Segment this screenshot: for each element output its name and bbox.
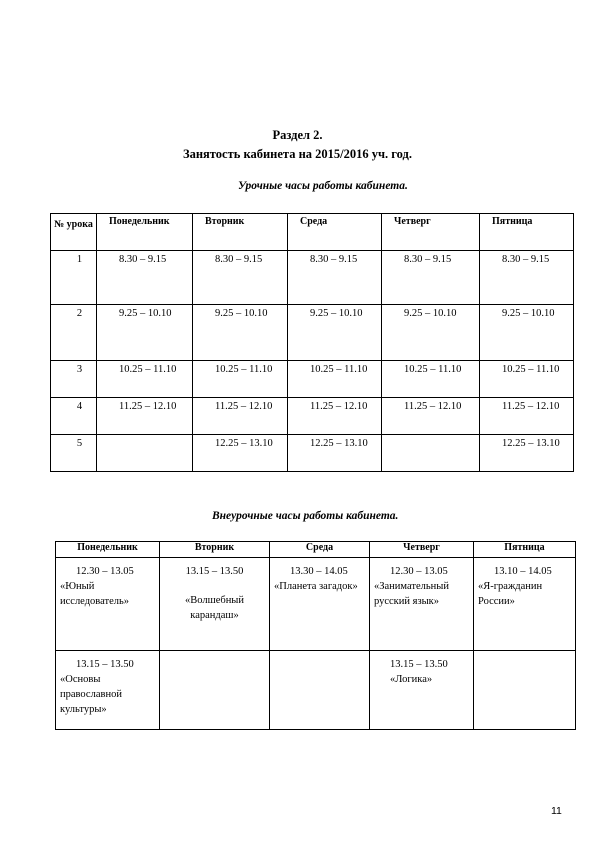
activity-cell [370, 651, 474, 730]
lesson-number: 2 [51, 305, 97, 361]
lesson-time: 11.25 – 12.10 [382, 398, 480, 435]
lesson-time: 10.25 – 11.10 [97, 361, 193, 398]
activity-cell [370, 558, 474, 651]
activity-name: «Планета загадок» [274, 581, 358, 592]
table-header-row [56, 542, 576, 558]
lesson-time: 9.25 – 10.10 [193, 305, 288, 361]
activity-name: «Я-гражданин России» [478, 581, 543, 607]
activity-cell [270, 651, 370, 730]
table-row [51, 305, 574, 361]
lesson-time: 8.30 – 9.15 [288, 251, 382, 305]
lesson-time: 12.25 – 13.10 [193, 435, 288, 472]
lesson-time [382, 435, 480, 472]
lessons-table [50, 213, 574, 472]
lesson-time: 12.25 – 13.10 [288, 435, 382, 472]
lesson-time: 10.25 – 11.10 [382, 361, 480, 398]
table-row [51, 361, 574, 398]
activity-name: «Основы православной культуры» [60, 674, 122, 715]
day-header: Среда [288, 214, 382, 251]
lesson-time: 10.25 – 11.10 [480, 361, 574, 398]
lesson-time: 11.25 – 12.10 [193, 398, 288, 435]
table-row [51, 398, 574, 435]
lesson-time: 9.25 – 10.10 [382, 305, 480, 361]
activity-cell [160, 651, 270, 730]
lesson-time: 11.25 – 12.10 [288, 398, 382, 435]
activity-cell [56, 558, 160, 651]
lesson-time: 10.25 – 11.10 [193, 361, 288, 398]
day-header: Пятница [480, 214, 574, 251]
lesson-time: 11.25 – 12.10 [480, 398, 574, 435]
activity-name: «Волшебный карандаш» [185, 595, 244, 621]
activity-time: 13.30 – 14.05 [290, 566, 348, 577]
activity-cell [474, 651, 576, 730]
lesson-time: 12.25 – 13.10 [480, 435, 574, 472]
lesson-time: 8.30 – 9.15 [193, 251, 288, 305]
table-row [56, 558, 576, 651]
page-title: Занятость кабинета на 2015/2016 уч. год. [182, 147, 413, 161]
lesson-time: 8.30 – 9.15 [382, 251, 480, 305]
lesson-number: 4 [51, 398, 97, 435]
activity-cell [56, 651, 160, 730]
day-header: Пятница [474, 542, 576, 558]
activity-name: «Юный исследователь» [60, 581, 130, 607]
lesson-time: 8.30 – 9.15 [97, 251, 193, 305]
day-header: Четверг [382, 214, 480, 251]
activity-cell [270, 558, 370, 651]
day-header: Вторник [160, 542, 270, 558]
extracurricular-table [55, 541, 576, 730]
lesson-time: 9.25 – 10.10 [480, 305, 574, 361]
lesson-time: 11.25 – 12.10 [97, 398, 193, 435]
activity-time: 13.15 – 13.50 [76, 659, 134, 670]
day-header: Понедельник [56, 542, 160, 558]
page-number: 11 [551, 805, 562, 817]
activity-time: 12.30 – 13.05 [390, 566, 448, 577]
activity-time: 12.30 – 13.05 [76, 566, 134, 577]
activity-time: 13.15 – 13.50 [390, 659, 448, 670]
day-header: Среда [270, 542, 370, 558]
table-row [56, 651, 576, 730]
lesson-time: 9.25 – 10.10 [97, 305, 193, 361]
activity-time: 13.15 – 13.50 [185, 566, 244, 577]
section-heading: Раздел 2. [272, 128, 323, 142]
lesson-number-header: № урока [51, 214, 97, 251]
activity-name: «Логика» [390, 674, 433, 685]
activity-cell [160, 558, 270, 651]
lesson-time: 8.30 – 9.15 [480, 251, 574, 305]
lesson-time: 10.25 – 11.10 [288, 361, 382, 398]
lesson-number: 5 [51, 435, 97, 472]
table-row [51, 251, 574, 305]
lesson-number: 3 [51, 361, 97, 398]
day-header: Вторник [193, 214, 288, 251]
day-header: Понедельник [97, 214, 193, 251]
lesson-time [97, 435, 193, 472]
table-header-row [51, 214, 574, 251]
activity-cell [474, 558, 576, 651]
table-row [51, 435, 574, 472]
day-header: Четверг [370, 542, 474, 558]
activity-name: «Занимательный русский язык» [374, 581, 449, 607]
extracurricular-subtitle: Внеурочные часы работы кабинета. [212, 510, 399, 522]
lesson-time: 9.25 – 10.10 [288, 305, 382, 361]
lesson-number: 1 [51, 251, 97, 305]
activity-time: 13.10 – 14.05 [494, 566, 552, 577]
lessons-subtitle: Урочные часы работы кабинета. [238, 180, 408, 192]
